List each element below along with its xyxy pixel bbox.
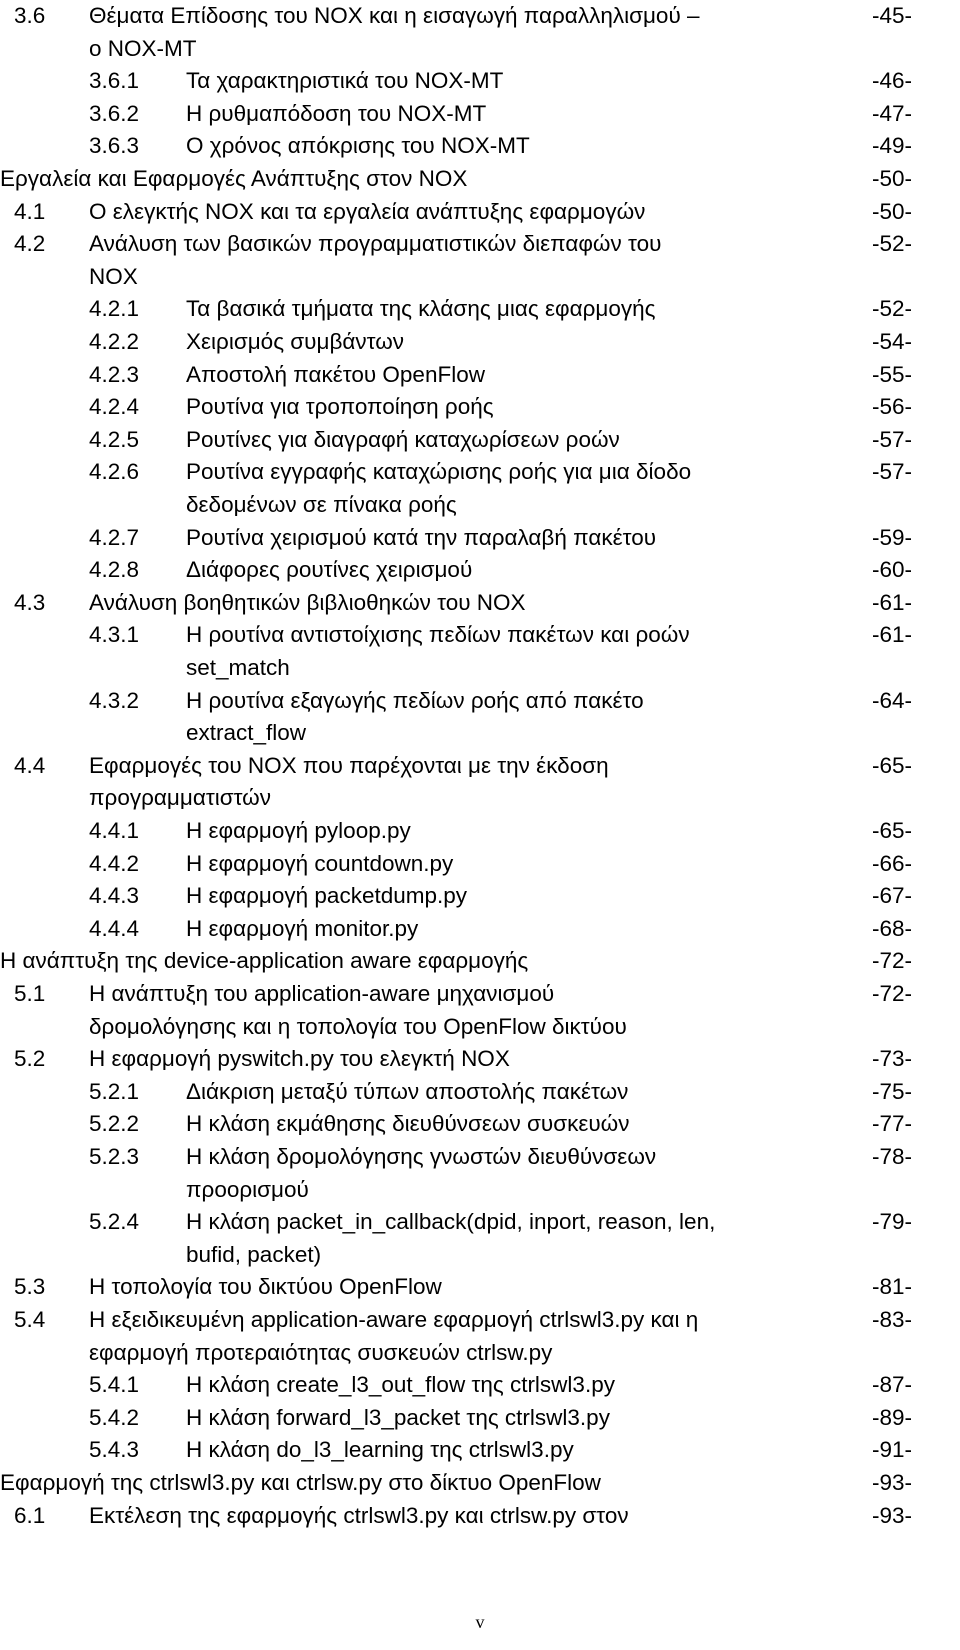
toc-entry-title-continuation: ο NOX-MT (89, 35, 197, 61)
toc-entry-number: 4.4 (14, 752, 46, 778)
toc-entry-number: 5.2.3 (89, 1144, 140, 1169)
toc-entry-page: -45- (871, 3, 912, 28)
toc-entry-title-continuation: NOX (89, 263, 138, 289)
toc-entry-number: 5.1 (14, 981, 46, 1006)
toc-entry-page: -50- (871, 198, 912, 224)
toc-entry-number: 5.4.3 (89, 1437, 140, 1463)
toc-entry-number: 4.1 (14, 198, 46, 224)
toc-entry-number: 4.2.3 (89, 361, 140, 387)
toc-entry-title: Ανάλυση των βασικών προγραμματιστικών διεπαφών του (89, 231, 662, 257)
toc-entry-page: -91- (871, 1437, 912, 1463)
toc-entry-title: Τα χαρακτηριστικά του NOX-MT (186, 68, 504, 94)
toc-entry-title: Η εφαρμογή pyswitch.py του ελεγκτή NOX (89, 1046, 510, 1072)
toc-entry-title: Η κλάση create_l3_out_flow της ctrlswl3.py (186, 1372, 615, 1398)
toc-entry-number: 5.2 (14, 1046, 46, 1072)
toc-entry-title: Ρουτίνα για τροποποίηση ροής (186, 394, 494, 420)
toc-entry-number: 3.6.1 (89, 68, 140, 94)
toc-entry-page: -50- (871, 166, 912, 191)
toc-entry-title: Η εξειδικευμένη application-aware εφαρμογή ctrlswl3.py και η (89, 1307, 699, 1332)
toc-entry-page: -52- (871, 296, 912, 322)
toc-entry-number: 4.2.4 (89, 394, 140, 420)
toc-entry-title: Τα βασικά τμήματα της κλάσης μιας εφαρμογής (186, 296, 656, 322)
toc-entry-number: 4.2.7 (89, 524, 140, 550)
toc-entry-title: Αποστολή πακέτου OpenFlow (186, 361, 485, 387)
toc-entry-page: -67- (871, 883, 912, 909)
toc-entry-page: -64- (871, 687, 912, 713)
toc-entry-title: Εργαλεία και Εφαρμογές Ανάπτυξης στον NOX (0, 166, 468, 191)
toc-entry-title: Η ρουτίνα αντιστοίχισης πεδίων πακέτων και ροών (186, 622, 690, 648)
toc-entry-title: Ρουτίνα εγγραφής καταχώρισης ροής για μια δίοδο (186, 459, 692, 485)
toc-entry-number: 5.4 (14, 1307, 46, 1332)
toc-entry-number: 3.6.3 (89, 133, 140, 159)
toc-entry-title: Ρουτίνες για διαγραφή καταχωρίσεων ροών (186, 426, 620, 452)
toc-entry-title: Εκτέλεση της εφαρμογής ctrlswl3.py και ctrlsw.py στον (89, 1502, 629, 1528)
toc-entry-page: -57- (871, 459, 912, 485)
toc-entry-number: 3.6 (14, 3, 46, 28)
toc-entry-number: 4.4.3 (89, 883, 140, 909)
toc-entry-page: -60- (871, 557, 912, 583)
toc-entry-number: 5.2.4 (89, 1209, 140, 1235)
toc-entry-number: 5.4.1 (89, 1372, 140, 1398)
toc-entry-page: -68- (871, 915, 912, 941)
toc-entry-title: Εφαρμογή της ctrlswl3.py και ctrlsw.py στο δίκτυο OpenFlow (0, 1470, 601, 1495)
toc-entry-title: Η εφαρμογή monitor.py (186, 915, 419, 941)
toc-entry-page: -55- (871, 361, 912, 387)
toc-entry-title: Ο χρόνος απόκρισης του NOX-MT (186, 133, 530, 159)
toc-entry-title: Η εφαρμογή packetdump.py (186, 883, 468, 909)
toc-entry-title: Η εφαρμογή countdown.py (186, 850, 454, 876)
toc-entry-number: 4.2.2 (89, 329, 140, 354)
toc-entry-number: 5.2.1 (89, 1078, 140, 1104)
toc-entry-title: Η ρουτίνα εξαγωγής πεδίων ροής από πακέτο (186, 687, 644, 713)
toc-entry-page: -93- (871, 1502, 912, 1528)
toc-entry-page: -75- (871, 1078, 912, 1104)
toc-entry-page: -79- (871, 1209, 912, 1235)
toc-entry-title: Χειρισμός συμβάντων (186, 329, 405, 354)
toc-entry-title: Η κλάση δρομολόγησης γνωστών διευθύνσεων (186, 1144, 657, 1169)
toc-entry-title-continuation: extract_flow (186, 720, 307, 746)
toc-entry-page: -46- (871, 68, 912, 94)
toc-entry-number: 4.4.1 (89, 818, 140, 843)
toc-entry-page: -89- (871, 1404, 912, 1430)
toc-entry-title: Η κλάση packet_in_callback(dpid, inport, reason, len, (186, 1209, 716, 1235)
toc-entry-title: Η τοπολογία του δικτύου OpenFlow (89, 1274, 442, 1300)
toc-entry-title: Η κλάση forward_l3_packet της ctrlswl3.py (186, 1404, 610, 1430)
toc-entry-title: Η κλάση do_l3_learning της ctrlswl3.py (186, 1437, 574, 1463)
toc-entry-title-continuation: προορισμού (186, 1176, 309, 1202)
toc-entry-page: -66- (871, 850, 912, 876)
toc-entry-title: Η ανάπτυξη της device-application aware εφαρμογής (0, 948, 529, 974)
toc-entry-title-continuation: set_match (186, 655, 290, 680)
toc-entry-title: Θέματα Επίδοσης του NOX και η εισαγωγή παραλληλισμού – (89, 3, 700, 28)
toc-entry-number: 4.3.2 (89, 687, 140, 713)
toc-entry-page: -61- (871, 622, 912, 648)
toc-entry-number: 4.3.1 (89, 622, 140, 648)
toc-entry-page: -56- (871, 394, 912, 420)
toc-entry-title: Διάφορες ρουτίνες χειρισμού (186, 557, 473, 583)
toc-entry-title: Εφαρμογές του NOX που παρέχονται με την έκδοση (89, 752, 609, 778)
toc-entry-page: -72- (871, 981, 912, 1006)
toc-entry-page: -77- (871, 1111, 912, 1137)
toc-entry-title: Διάκριση μεταξύ τύπων αποστολής πακέτων (186, 1078, 629, 1104)
toc-entry-title: Ανάλυση βοηθητικών βιβλιοθηκών του NOX (89, 589, 526, 615)
toc-entry-page: -52- (871, 231, 912, 257)
toc-entry-title-continuation: bufid, packet) (186, 1241, 322, 1267)
toc-entry-title-continuation: προγραμματιστών (89, 785, 271, 811)
toc-entry-number: 4.4.4 (89, 915, 140, 941)
toc-entry-number: 6.1 (14, 1502, 46, 1528)
toc-entry-number: 4.2.6 (89, 459, 140, 485)
toc-entry-title-continuation: δεδομένων σε πίνακα ροής (186, 492, 457, 517)
toc-entry-page: -83- (871, 1307, 912, 1332)
toc-entry-page: -57- (871, 426, 912, 452)
toc-entry-number: 4.2.5 (89, 426, 140, 452)
toc-entry-page: -72- (871, 948, 912, 974)
toc-entry-page: -93- (871, 1470, 912, 1495)
toc-entry-title: Ο ελεγκτής NOX και τα εργαλεία ανάπτυξης εφαρμογών (89, 198, 646, 224)
toc-entry-number: 4.2.1 (89, 296, 140, 322)
toc-entry-number: 5.4.2 (89, 1404, 140, 1430)
toc-entry-number: 3.6.2 (89, 100, 140, 126)
toc-entry-title: Ρουτίνα χειρισμού κατά την παραλαβή πακέτου (186, 524, 657, 550)
toc-entry-page: -47- (871, 100, 912, 126)
toc-entry-title: Η κλάση εκμάθησης διευθύνσεων συσκευών (186, 1111, 630, 1137)
toc-entry-page: -81- (871, 1274, 912, 1300)
page-footer-number: v (475, 1612, 485, 1632)
toc-entry-page: -65- (871, 818, 912, 843)
toc-entry-page: -54- (871, 329, 912, 354)
toc-entry-page: -61- (871, 589, 912, 615)
toc-entry-title-continuation: δρομολόγησης και η τοπολογία του OpenFlow δικτύου (89, 1013, 627, 1039)
toc-entry-number: 5.3 (14, 1274, 46, 1300)
toc-entry-number: 4.4.2 (89, 850, 140, 876)
toc-entry-page: -73- (871, 1046, 912, 1072)
toc-entry-title: Η ανάπτυξη του application-aware μηχανισμού (89, 981, 555, 1006)
toc-entry-number: 4.2 (14, 231, 46, 257)
toc-entry-page: -59- (871, 524, 912, 550)
toc-entry-number: 5.2.2 (89, 1111, 140, 1137)
toc-entry-title: Η εφαρμογή pyloop.py (186, 818, 411, 843)
toc-entry-page: -65- (871, 752, 912, 778)
toc-entry-title: Η ρυθμαπόδοση του NOX-MT (186, 100, 487, 126)
toc-entry-page: -87- (871, 1372, 912, 1398)
toc-entry-page: -49- (871, 133, 912, 159)
toc-entry-number: 4.3 (14, 589, 46, 615)
toc-entry-page: -78- (871, 1144, 912, 1169)
toc-entry-number: 4.2.8 (89, 557, 140, 583)
toc-entry-title-continuation: εφαρμογή προτεραιότητας συσκευών ctrlsw.py (89, 1339, 553, 1365)
